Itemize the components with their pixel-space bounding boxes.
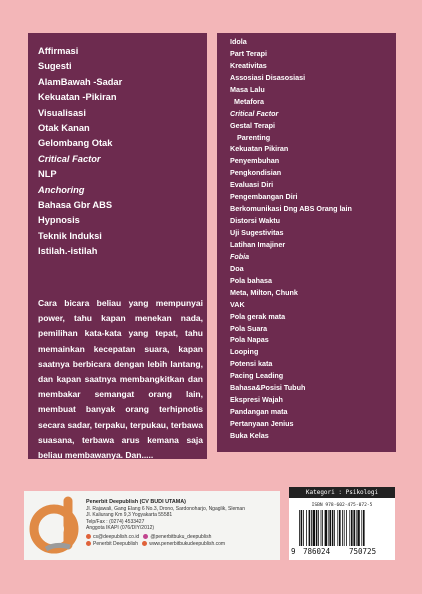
term-item: Pola gerak mata [230, 311, 286, 321]
barcode-bar [318, 510, 319, 546]
publisher-website: www.penerbitbukudeepublish.com [149, 540, 226, 547]
publisher-member: Anggota IKAPI (076/DIY/2012) [86, 525, 155, 532]
term-item: Bahasa Gbr ABS [38, 199, 113, 210]
term-item: Masa Lalu [230, 84, 265, 94]
barcode-bar [349, 510, 350, 546]
barcode-bar [357, 510, 359, 546]
right-content-panel [217, 33, 396, 452]
term-item: Looping [230, 347, 259, 357]
term-item: Pola Suara [230, 323, 268, 333]
term-item: Gelombang Otak [38, 138, 113, 149]
barcode-bar [346, 510, 347, 546]
term-item: Gestal Terapi [230, 120, 276, 130]
term-item: NLP [38, 169, 57, 180]
term-item: Pengembangan Diri [230, 192, 298, 202]
term-item: Visualisasi [38, 107, 86, 118]
term-item: Critical Factor [230, 108, 279, 118]
term-item: Uji Sugestivitas [230, 228, 284, 237]
term-item: Distorsi Waktu [230, 216, 281, 226]
website-icon [142, 541, 147, 546]
deepublish-logo-icon [28, 495, 88, 557]
barcode-bar [301, 510, 303, 546]
barcode-bar [342, 510, 343, 546]
blurb-paragraph: Cara bicara beliau yang mempunyai power, tahu kapan menekan nada, pemilihan kata-kata yang tepat, tahu memainkan kecepatan suara, kapan saatnya berbicara dengan lebih lantang, dan kapan saatnya membangkitkan dan membakar semangat orang lain, membuat banyak orang terhipnotis secara sadar, terpaku, terpukau, terbawa suasana, terbawa arus kemana saja beliau membawanya. Dan..... [38, 298, 203, 461]
barcode-bar [334, 510, 335, 546]
barcode-bar [356, 510, 357, 546]
term-item: Ekspresi Wajah [230, 395, 283, 405]
publisher-contacts-row-1 [86, 534, 278, 541]
term-item: Teknik Induksi [38, 230, 102, 241]
publisher-address-1: Jl. Rajawali, Gang Elang 6 No.3, Drono, Sardonoharjo, Ngaglik, Sleman [86, 505, 245, 512]
term-item: Critical Factor [38, 153, 101, 164]
barcode-bar [332, 510, 334, 546]
term-item: VAK [230, 299, 245, 309]
term-item: Berkomunikasi Dng ABS Orang lain [230, 204, 352, 214]
barcode-bar [361, 510, 362, 546]
publisher-email: cs@deepublish.co.id [93, 533, 140, 540]
term-item: Potensi kata [230, 359, 273, 369]
term-item: Hypnosis [38, 215, 80, 226]
term-item: Kreativitas [230, 60, 267, 70]
barcode-right-digits: 750725 [349, 547, 377, 556]
right-term-list [217, 33, 396, 442]
term-item: Idola [230, 37, 247, 46]
barcode-bar [306, 510, 307, 546]
term-item: Pertanyaan Jenius [230, 419, 294, 428]
publisher-facebook: Penerbit Deepublish [93, 540, 139, 547]
barcode-first-digit: 9 [291, 547, 296, 556]
term-item: Fobia [230, 251, 250, 261]
barcode-bar [299, 510, 300, 546]
term-item: Pola Napas [230, 335, 269, 345]
term-item: Penyembuhan [230, 156, 280, 166]
instagram-icon [143, 534, 148, 539]
barcode-bar [303, 510, 304, 546]
left-term-list [28, 33, 207, 259]
term-item: Part Terapi [230, 48, 268, 58]
barcode-bar [339, 510, 341, 546]
term-item: Pacing Leading [230, 371, 284, 381]
publisher-info-box [24, 491, 280, 560]
publisher-name: Penerbit Deepublish (CV BUDI UTAMA) [86, 499, 186, 505]
term-item: Pola bahasa [230, 275, 272, 285]
category-label: Kategori : Psikologi [289, 487, 395, 498]
term-item: Affirmasi [38, 46, 79, 56]
publisher-instagram: @penerbitbuku_deepublish [150, 533, 212, 540]
barcode-bar [344, 510, 345, 546]
barcode-bar [322, 510, 323, 546]
barcode-bar [351, 510, 353, 546]
barcode-bar [353, 510, 355, 546]
term-item: Kekuatan -Pikiran [38, 92, 117, 103]
barcode-left-digits: 786024 [303, 547, 331, 556]
barcode-bar [313, 510, 315, 546]
term-item: Buka Kelas [230, 430, 269, 440]
barcode-bar [325, 510, 327, 546]
term-item: Assosiasi Disasosiasi [230, 72, 306, 82]
left-content-panel [28, 33, 207, 459]
term-item: AlamBawah -Sadar [38, 76, 123, 87]
term-item: Kekuatan Pikiran [230, 144, 289, 154]
isbn-text: ISBN 978-602-475-072-5 [311, 503, 373, 508]
barcode-bar [311, 510, 312, 546]
barcode-bar [337, 510, 338, 546]
term-item: Istilah.-istilah [38, 246, 98, 257]
barcode-image [297, 510, 389, 546]
barcode-bar [328, 510, 329, 546]
term-item: Pandangan mata [230, 407, 288, 417]
term-item: Pengkondisian [230, 168, 282, 178]
term-item: Evaluasi Diri [230, 180, 274, 190]
term-item: Meta, Milton, Chunk [230, 287, 298, 297]
term-item: Parenting [237, 132, 271, 142]
term-item: Anchoring [38, 184, 85, 195]
publisher-contacts-row-2 [86, 541, 278, 548]
term-item: Otak Kanan [38, 122, 90, 133]
term-item: Latihan Imajiner [230, 239, 286, 249]
term-item: Doa [230, 263, 244, 273]
facebook-icon [86, 541, 91, 546]
barcode-bar [309, 510, 311, 546]
barcode-box [289, 487, 395, 560]
barcode-bar [363, 510, 365, 546]
email-icon [86, 534, 91, 539]
barcode-bar [316, 510, 318, 546]
publisher-phone: Telp/Fax : (0274) 4533427 [86, 518, 145, 525]
barcode-bar [321, 510, 322, 546]
publisher-text-block [86, 499, 278, 547]
barcode-bar [329, 510, 331, 546]
term-item: Metafora [234, 96, 264, 106]
term-item: Sugesti [38, 61, 72, 72]
term-item: Bahasa&Posisi Tubuh [230, 383, 306, 393]
publisher-address-2: Jl. Kaliurang Km 9,3 Yogyakarta 55581 [86, 512, 173, 519]
